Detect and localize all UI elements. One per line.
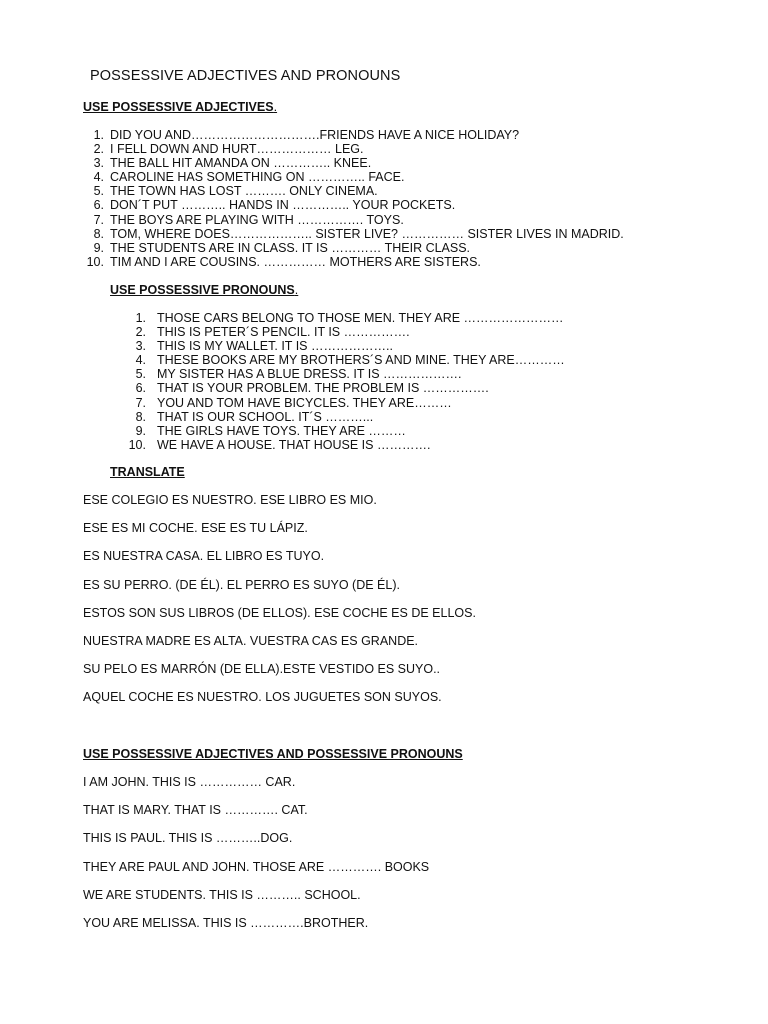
exercise-sentence: ES SU PERRO. (DE ÉL). EL PERRO ES SUYO (DE ÉL).: [83, 577, 400, 592]
item-number: 8.: [93, 226, 104, 241]
exercise-item: [0, 410, 768, 424]
exercise-sentence: WE ARE STUDENTS. THIS IS ……….. SCHOOL.: [83, 887, 361, 902]
exercise-item: [0, 255, 768, 269]
exercise-sentence: AQUEL COCHE ES NUESTRO. LOS JUGUETES SON SUYOS.: [83, 690, 442, 705]
item-number: 3.: [93, 156, 104, 171]
exercise-item: [0, 213, 768, 227]
item-text: CAROLINE HAS SOMETHING ON ………….. FACE.: [110, 170, 405, 185]
exercise-item: [0, 339, 768, 353]
exercise-item: [0, 353, 768, 367]
item-text: THIS IS PETER´S PENCIL. IT IS …………….: [157, 325, 410, 340]
exercise-sentence: I AM JOHN. THIS IS …………… CAR.: [83, 775, 296, 789]
item-text: MY SISTER HAS A BLUE DRESS. IT IS ……………….: [157, 367, 462, 382]
exercise-item: [0, 367, 768, 381]
section-heading-mixed: [83, 747, 463, 761]
section-heading-adjectives: [83, 100, 277, 114]
exercise-item: [0, 156, 768, 170]
exercise-item: [0, 198, 768, 212]
section-heading-translate: [110, 465, 185, 479]
item-number: 3.: [135, 339, 146, 354]
item-number: 6.: [135, 381, 146, 396]
item-number: 10.: [86, 254, 104, 269]
item-number: 7.: [93, 212, 104, 227]
exercise-sentence: THAT IS MARY. THAT IS …………. CAT.: [83, 803, 308, 818]
exercise-item: [0, 424, 768, 438]
mixed-exercise-list: [83, 775, 429, 944]
item-number: 4.: [135, 353, 146, 368]
exercise-item: [0, 142, 768, 156]
item-number: 5.: [135, 367, 146, 382]
section-heading-text: TRANSLATE: [110, 465, 185, 479]
exercise-item: [0, 381, 768, 395]
exercise-sentence: THIS IS PAUL. THIS IS ………..DOG.: [83, 831, 293, 846]
item-text: DON´T PUT ……….. HANDS IN ………….. YOUR POCKETS.: [110, 198, 456, 213]
item-number: 5.: [93, 184, 104, 199]
exercise-item: [0, 396, 768, 410]
item-text: THE STUDENTS ARE IN CLASS. IT IS ………… THEIR CLASS.: [110, 240, 471, 255]
exercise-item: [0, 241, 768, 255]
exercise-sentence: ESE COLEGIO ES NUESTRO. ESE LIBRO ES MIO.: [83, 493, 377, 507]
item-number: 9.: [135, 423, 146, 438]
item-text: THAT IS OUR SCHOOL. IT´S ………...: [157, 409, 374, 424]
item-number: 2.: [93, 142, 104, 157]
section-heading-text: USE POSSESSIVE ADJECTIVES AND POSSESSIVE PRONOUNS: [83, 747, 463, 761]
translate-exercise-list: [83, 493, 476, 719]
item-number: 6.: [93, 198, 104, 213]
item-number: 4.: [93, 170, 104, 185]
section-heading-text: USE POSSESSIVE PRONOUNS: [110, 283, 295, 297]
item-text: TIM AND I ARE COUSINS. …………… MOTHERS ARE SISTERS.: [110, 254, 481, 269]
item-text: THE BOYS ARE PLAYING WITH ……………. TOYS.: [110, 212, 404, 227]
item-number: 1.: [135, 311, 146, 325]
item-text: THE TOWN HAS LOST ………. ONLY CINEMA.: [110, 184, 378, 199]
item-text: WE HAVE A HOUSE. THAT HOUSE IS ………….: [157, 437, 431, 452]
exercise-item: [0, 438, 768, 452]
heading-period: .: [294, 283, 299, 297]
item-text: I FELL DOWN AND HURT……………… LEG.: [110, 142, 364, 157]
item-number: 7.: [135, 395, 146, 410]
item-number: 9.: [93, 240, 104, 255]
item-text: THE BALL HIT AMANDA ON ………….. KNEE.: [110, 156, 372, 171]
exercise-item: [0, 311, 768, 325]
section-heading-text: USE POSSESSIVE ADJECTIVES: [83, 100, 274, 114]
item-number: 2.: [135, 325, 146, 340]
item-text: THESE BOOKS ARE MY BROTHERS´S AND MINE. THEY ARE…………: [157, 353, 565, 368]
exercise-item: [0, 128, 768, 142]
item-text: THOSE CARS BELONG TO THOSE MEN. THEY ARE ……………………: [157, 311, 564, 325]
item-text: TOM, WHERE DOES……………….. SISTER LIVE? …………… SISTER LIVES IN MADRID.: [110, 226, 624, 241]
exercise-item: [0, 227, 768, 241]
exercise-sentence: NUESTRA MADRE ES ALTA. VUESTRA CAS ES GRANDE.: [83, 633, 419, 648]
item-text: THIS IS MY WALLET. IT IS ………………..: [157, 339, 393, 354]
item-text: DID YOU AND………………………….FRIENDS HAVE A NICE HOLIDAY?: [110, 128, 520, 142]
exercise-sentence: SU PELO ES MARRÓN (DE ELLA).ESTE VESTIDO ES SUYO..: [83, 662, 441, 677]
exercise-sentence: ES NUESTRA CASA. EL LIBRO ES TUYO.: [83, 549, 325, 564]
exercise-item: [0, 325, 768, 339]
pronouns-exercise-list: [0, 311, 768, 452]
exercise-sentence: YOU ARE MELISSA. THIS IS ………….BROTHER.: [83, 915, 369, 930]
page-title: POSSESSIVE ADJECTIVES AND PRONOUNS: [90, 68, 401, 84]
item-text: YOU AND TOM HAVE BICYCLES. THEY ARE………: [157, 395, 452, 410]
exercise-sentence: ESTOS SON SUS LIBROS (DE ELLOS). ESE COCHE ES DE ELLOS.: [83, 605, 476, 620]
item-text: THE GIRLS HAVE TOYS. THEY ARE ………: [157, 423, 406, 438]
exercise-sentence: ESE ES MI COCHE. ESE ES TU LÁPIZ.: [83, 521, 308, 536]
adjectives-exercise-list: [0, 128, 768, 269]
exercise-sentence: THEY ARE PAUL AND JOHN. THOSE ARE …………. BOOKS: [83, 859, 430, 874]
item-number: 1.: [93, 128, 104, 142]
item-number: 8.: [135, 409, 146, 424]
item-text: THAT IS YOUR PROBLEM. THE PROBLEM IS …………….: [157, 381, 489, 396]
heading-period: .: [273, 100, 278, 114]
exercise-item: [0, 170, 768, 184]
section-heading-pronouns: [110, 283, 298, 297]
exercise-item: [0, 184, 768, 198]
item-number: 10.: [128, 437, 146, 452]
